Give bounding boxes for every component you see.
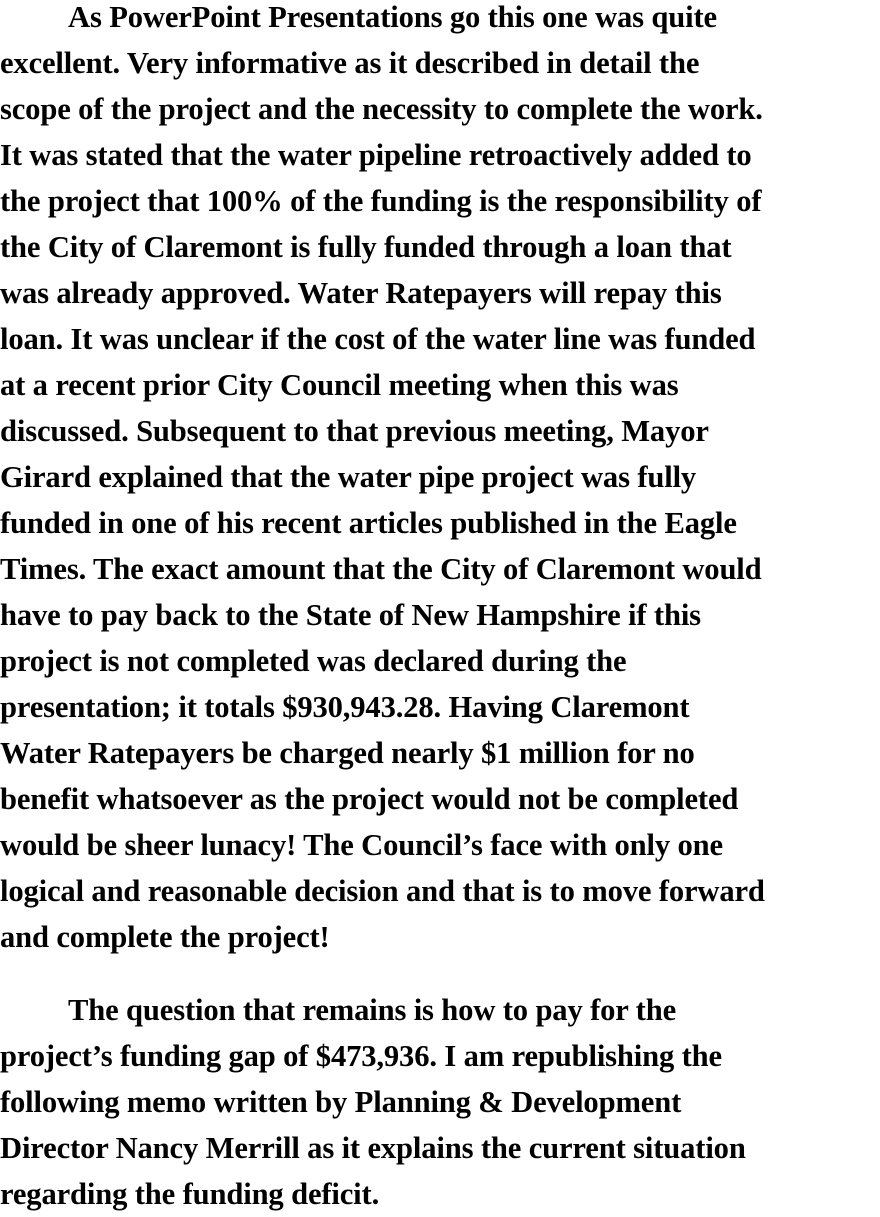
text-line: project is not completed was declared during the [0, 644, 627, 678]
text-line: discussed. Subsequent to that previous meeting, Mayor [0, 414, 709, 448]
paragraph-2 [0, 987, 880, 1217]
text-line: Director Nancy Merrill as it explains the current situation [0, 1131, 746, 1165]
text-line: the project that 100% of the funding is the responsibility of [0, 184, 762, 218]
text-line: excellent. Very informative as it described in detail the [0, 46, 700, 80]
text-line: logical and reasonable decision and that is to move forward [0, 874, 765, 908]
text-line: presentation; it totals $930,943.28. Having Claremont [0, 690, 690, 724]
text-line: and complete the project! [0, 920, 330, 954]
text-line: the City of Claremont is fully funded through a loan that [0, 230, 732, 264]
text-line: scope of the project and the necessity to complete the work. [0, 92, 763, 126]
text-line: As PowerPoint Presentations go this one was quite [68, 0, 717, 34]
text-line: funded in one of his recent articles published in the Eagle [0, 506, 737, 540]
text-line: loan. It was unclear if the cost of the water line was funded [0, 322, 756, 356]
text-line: was already approved. Water Ratepayers will repay this [0, 276, 722, 310]
text-line: The question that remains is how to pay for the [68, 993, 676, 1027]
text-line: would be sheer lunacy! The Council’s face with only one [0, 828, 723, 862]
text-line: Water Ratepayers be charged nearly $1 million for no [0, 736, 695, 770]
text-line: It was stated that the water pipeline retroactively added to [0, 138, 752, 172]
text-line: benefit whatsoever as the project would not be completed [0, 782, 739, 816]
text-line: regarding the funding deficit. [0, 1177, 380, 1211]
paragraph-spacer [0, 960, 880, 987]
text-line: Girard explained that the water pipe project was fully [0, 460, 697, 494]
text-line: have to pay back to the State of New Hampshire if this [0, 598, 701, 632]
text-line: project’s funding gap of $473,936. I am republishing the [0, 1039, 722, 1073]
text-line: following memo written by Planning & Development [0, 1085, 682, 1119]
text-line: Times. The exact amount that the City of Claremont would [0, 552, 762, 586]
text-line: at a recent prior City Council meeting when this was [0, 368, 679, 402]
